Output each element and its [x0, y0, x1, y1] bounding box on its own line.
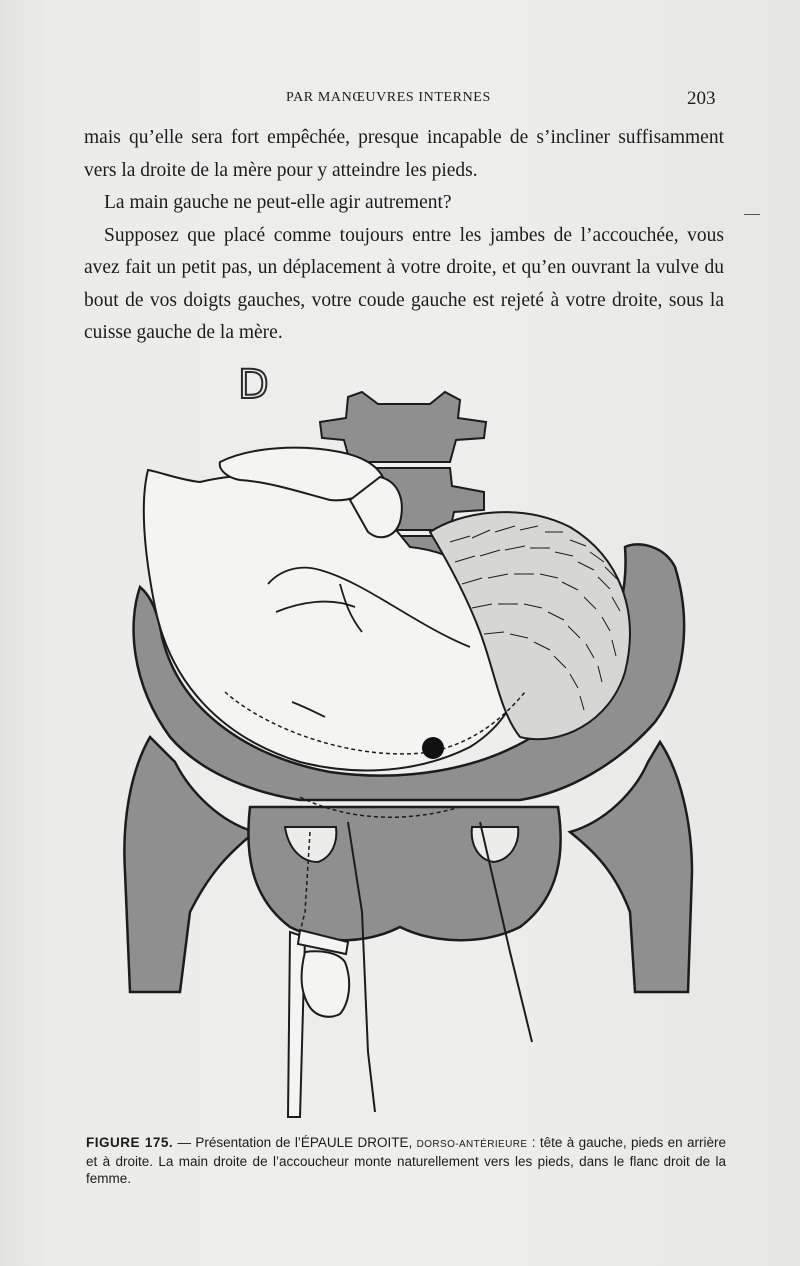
pelvis-fetus-illustration: [100, 352, 710, 1127]
paragraph-suppose: Supposez que placé comme toujours entre les jambes de l’accouchée, vous avez fait un petit pas, un déplacement à votre droite, et qu’en ouvrant la vulve du bout de vos doigts gauches, votre coude gauche est rejeté à votre droite, sous la cuisse gauche de la mère.: [84, 224, 724, 343]
caption-rest: : tête à gauche, pieds en arrière et à droite. La main droite de l’accoucheur monte naturellement vers les pieds, dans le flanc droit de la femme.: [86, 1135, 726, 1186]
body-text: [84, 122, 724, 350]
caption-label: FIGURE 175.: [86, 1135, 174, 1150]
running-title: PAR MANŒUVRES INTERNES: [286, 90, 491, 105]
navel-spot: [422, 737, 444, 759]
figure-caption: [86, 1134, 726, 1187]
paragraph-continued: mais qu’elle sera fort empêchée, presque incapable de s’incliner suffisamment vers la droite de la mère pour y atteindre les pieds.: [84, 127, 724, 181]
paragraph-question: La main gauche ne peut-elle agir autrement?: [104, 192, 452, 213]
caption-position: DORSO-ANTÉRIEURE: [416, 1139, 528, 1150]
figure-illustration: [100, 352, 710, 1127]
handwritten-mark: D: [238, 362, 269, 408]
page-number: 203: [687, 88, 716, 109]
caption-title: ÉPAULE DROITE,: [300, 1135, 413, 1150]
running-header: [0, 88, 800, 112]
margin-mark: [744, 214, 760, 215]
caption-dash: — Présentation de l’: [173, 1135, 301, 1150]
